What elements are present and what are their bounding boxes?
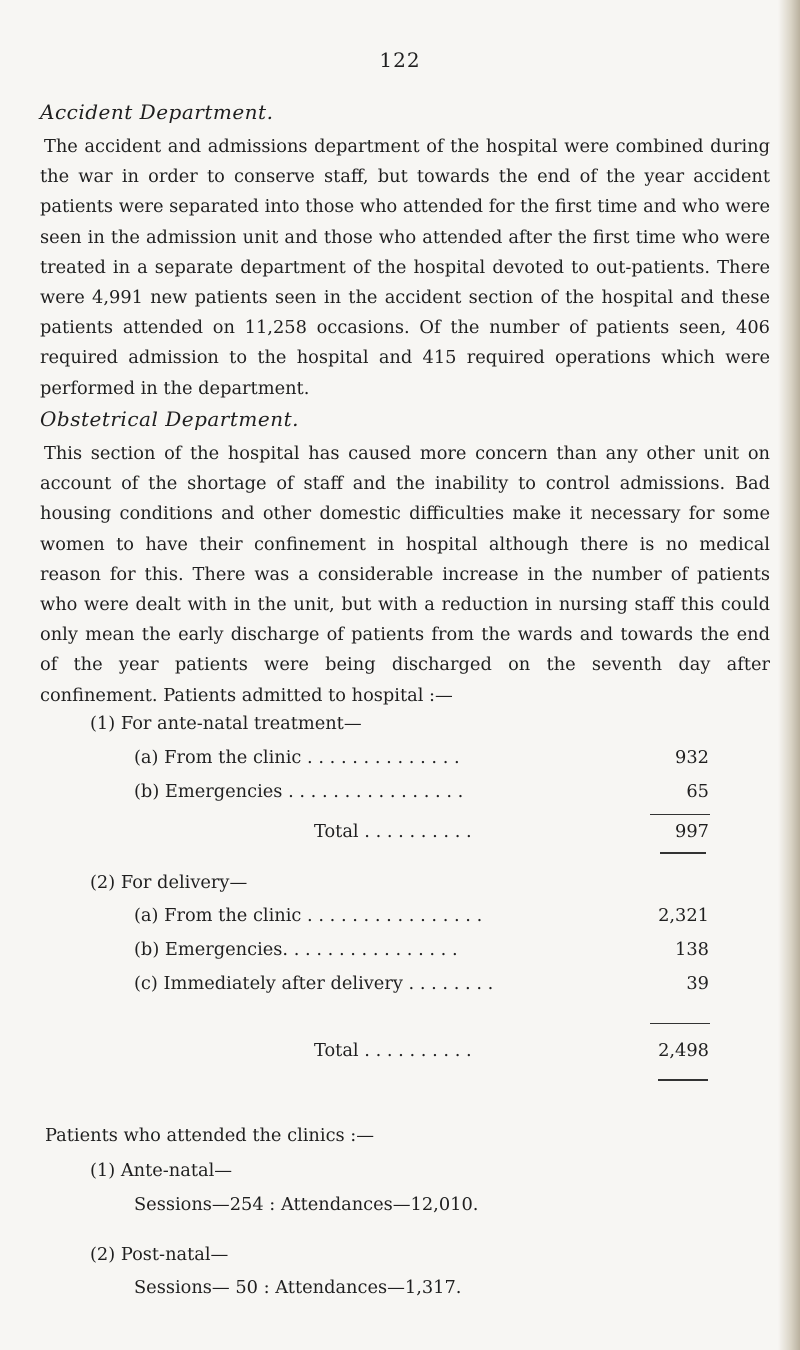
postnatal-clinic-line: Sessions— 50 : Attendances—1,317.	[134, 1277, 462, 1298]
antenatal-total-row	[134, 821, 709, 851]
obstetrical-paragraph: This section of the hospital has caused more concern than any other unit on account of the shortage of staff and the inability to control admissions. Bad housing conditions and other domestic difficulties make it necessary for some women to have their confinement in hospital although there is no medical reason for this. There was a considerable increase in the number of patients who were dealt with in the unit, but with a reduction in nursing staff this could only mean the early discharge of patients from the wards and towards the end of the year patients were being discharged on the seventh day after confinement. Patients admitted to hospital :—	[40, 443, 770, 706]
subtotal-rule	[650, 1023, 710, 1024]
postnatal-clinic-title: (2) Post-natal—	[90, 1244, 229, 1265]
delivery-total-row	[134, 1040, 709, 1070]
row-label: (a) From the clinic . . . . . . . . . . . . . .	[134, 747, 460, 768]
subtotal-rule	[650, 814, 710, 815]
row-value: 138	[675, 939, 709, 960]
row-label: (b) Emergencies. . . . . . . . . . . . . . . .	[134, 939, 458, 960]
obstetrical-section	[40, 407, 770, 711]
page-edge-shadow	[778, 0, 800, 1350]
total-value: 997	[675, 821, 709, 842]
row-value: 65	[686, 781, 709, 802]
delivery-title: (2) For delivery—	[90, 872, 248, 893]
clinics-intro: Patients who attended the clinics :—	[45, 1125, 375, 1146]
obstetrical-heading: Obstetrical Department.	[40, 407, 299, 431]
delivery-row-immediately	[134, 973, 709, 1003]
row-value: 2,321	[658, 905, 709, 926]
delivery-row-emergencies	[134, 939, 709, 969]
row-label: (a) From the clinic . . . . . . . . . . . . . . . .	[134, 905, 483, 926]
total-value: 2,498	[658, 1040, 709, 1061]
row-label: (c) Immediately after delivery . . . . . . . .	[134, 973, 494, 994]
accident-heading: Accident Department.	[40, 100, 274, 124]
antenatal-clinic-title: (1) Ante-natal—	[90, 1160, 233, 1181]
accident-section	[40, 100, 770, 404]
page-number: 122	[379, 48, 421, 72]
total-rule	[660, 852, 706, 854]
accident-paragraph: The accident and admissions department of the hospital were combined during the war in order to conserve staff, but towards the end of the year accident patients were separated into those who attended for the first time and who were seen in the admission unit and those who attended after the first time who were treated in a separate department of the hospital devoted to out-patients. There were 4,991 new patients seen in the accident section of the hospital and these patients attended on 11,258 occasions. Of the number of patients seen, 406 required admission to the hospital and 415 required operations which were performed in the department.	[40, 136, 770, 399]
antenatal-row-emergencies	[134, 781, 709, 811]
delivery-row-clinic	[134, 905, 709, 935]
total-label: Total . . . . . . . . . .	[314, 821, 472, 842]
row-label: (b) Emergencies . . . . . . . . . . . . . . . .	[134, 781, 464, 802]
row-value: 932	[675, 747, 709, 768]
row-value: 39	[686, 973, 709, 994]
antenatal-clinic-line: Sessions—254 : Attendances—12,010.	[134, 1194, 479, 1215]
total-rule	[658, 1079, 708, 1081]
total-label: Total . . . . . . . . . .	[314, 1040, 472, 1061]
antenatal-title: (1) For ante-natal treatment—	[90, 713, 362, 734]
antenatal-row-clinic	[134, 747, 709, 777]
